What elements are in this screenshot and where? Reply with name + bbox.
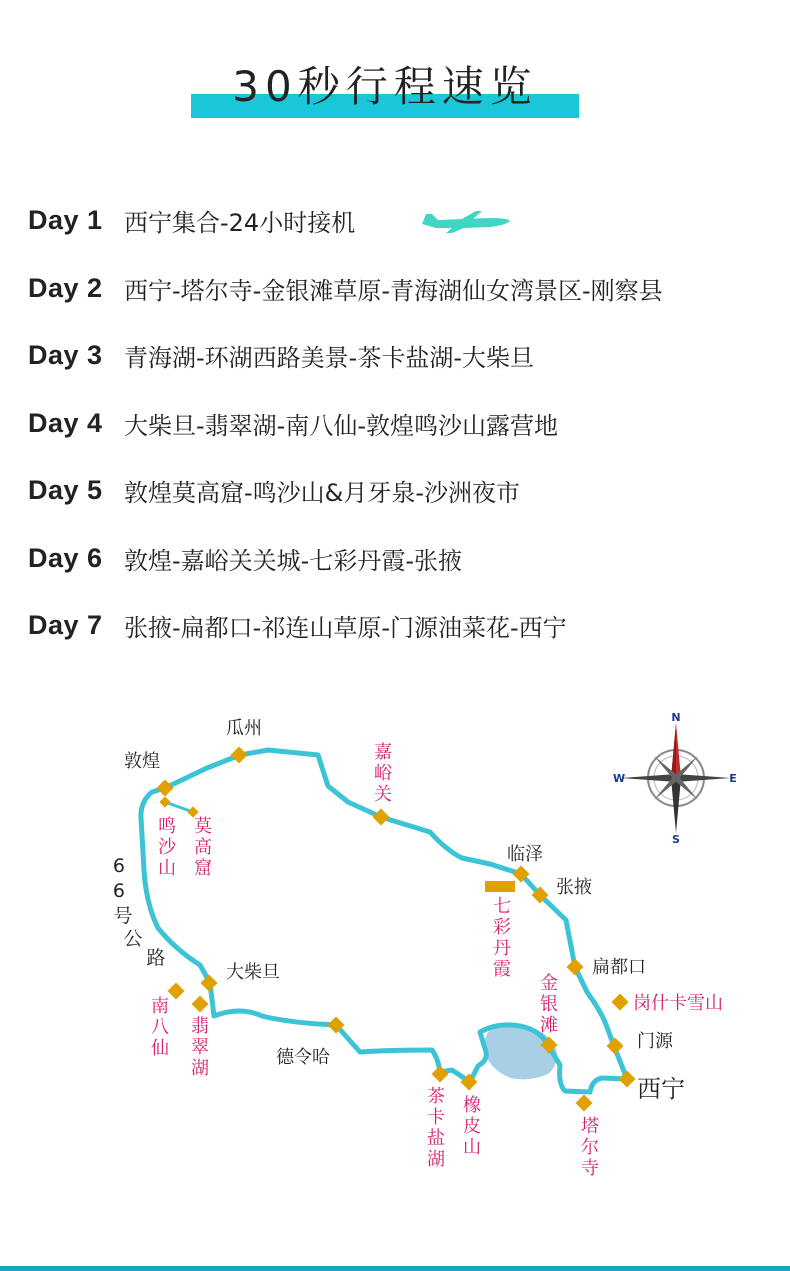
- road66-char: 号: [113, 905, 133, 927]
- day-label: Day 2: [28, 272, 103, 303]
- label-gangshenka: 岗什卡雪山: [633, 993, 723, 1014]
- label-qicaidanxia: 七彩丹霞: [493, 896, 511, 980]
- day-row-6: [28, 538, 462, 578]
- day-route: 张掖-扁都口-祁连山草原-门源油菜花-西宁: [124, 613, 567, 642]
- compass-s: S: [672, 833, 680, 846]
- label-mogaoku: 莫高窟: [194, 816, 212, 879]
- label-xining: 西宁: [637, 1075, 685, 1103]
- label-jinyintan: 金银滩: [540, 973, 558, 1036]
- day-route: 西宁集合-24小时接机: [124, 208, 356, 237]
- day-row-5: [28, 470, 520, 510]
- marker-taersi: [576, 1095, 593, 1112]
- label-dachaidan: 大柴旦: [226, 962, 280, 983]
- compass-w: W: [612, 772, 626, 785]
- label-nanbaxian: 南八仙: [151, 996, 169, 1059]
- day-label: Day 3: [28, 339, 103, 370]
- label-dunhuang: 敦煌: [124, 751, 160, 772]
- day-route: 敦煌莫高窟-鸣沙山&月牙泉-沙洲夜市: [124, 478, 521, 507]
- day-row-7: [28, 605, 567, 645]
- marker-jiayuguan: [373, 809, 390, 826]
- day-row-3: [28, 335, 534, 375]
- day-label: Day 4: [28, 407, 103, 438]
- day-label: Day 5: [28, 474, 103, 505]
- highlight-labels: [151, 742, 599, 1179]
- road66-char: 路: [146, 947, 166, 969]
- day-row-2: [28, 268, 663, 308]
- route-map: [0, 700, 790, 1200]
- label-delingha: 德令哈: [276, 1047, 330, 1068]
- compass-e: E: [729, 772, 737, 785]
- marker-feicuihu: [192, 996, 209, 1013]
- compass-icon: [613, 711, 737, 846]
- day-route: 大柴旦-翡翠湖-南八仙-敦煌鸣沙山露营地: [124, 411, 558, 440]
- label-linze: 临泽: [507, 844, 543, 865]
- compass-n: N: [671, 711, 681, 724]
- road66-char: 6: [112, 855, 126, 877]
- marker-nanbaxian: [168, 983, 185, 1000]
- day-label: Day 1: [28, 204, 103, 235]
- marker-biandukou: [567, 959, 584, 976]
- marker-menyuan: [607, 1038, 624, 1055]
- label-menyuan: 门源: [637, 1031, 673, 1052]
- label-biandukou: 扁都口: [592, 957, 646, 978]
- marker-gangshenka: [612, 994, 629, 1011]
- marker-qicaidanxia: [485, 881, 515, 892]
- label-xiangpishan: 橡皮山: [463, 1095, 481, 1158]
- label-mingshashan: 鸣沙山: [158, 816, 176, 879]
- day-label: Day 6: [28, 542, 103, 573]
- label-chakayanhu: 茶卡盐湖: [427, 1086, 445, 1170]
- marker-xining: [619, 1071, 636, 1088]
- label-feicuihu: 翡翠湖: [191, 1016, 209, 1079]
- day-route: 敦煌-嘉峪关关城-七彩丹霞-张掖: [124, 546, 462, 575]
- day-label: Day 7: [28, 609, 103, 640]
- day-row-4: [28, 403, 558, 443]
- bottom-divider: [0, 1266, 790, 1271]
- label-zhangye: 张掖: [556, 877, 592, 898]
- road66-char: 6: [112, 880, 126, 902]
- label-jiayuguan: 嘉峪关: [374, 742, 392, 805]
- marker-dunhuang: [157, 780, 174, 797]
- road66-char: 公: [123, 928, 143, 950]
- marker-chakayanhu: [432, 1066, 449, 1083]
- day-route: 西宁-塔尔寺-金银滩草原-青海湖仙女湾景区-刚察县: [124, 276, 663, 305]
- label-taersi: 塔尔寺: [581, 1116, 599, 1179]
- day-route: 青海湖-环湖西路美景-茶卡盐湖-大柴旦: [124, 343, 534, 372]
- marker-mingshashan: [159, 796, 170, 807]
- airplane-icon: [420, 206, 512, 234]
- route-spur: [165, 802, 193, 812]
- label-guazhou: 瓜州: [226, 718, 262, 739]
- page-title: 30秒行程速览: [232, 62, 538, 111]
- day-row-1: [28, 200, 355, 240]
- title-block: [191, 58, 579, 120]
- marker-dachaidan: [201, 975, 218, 992]
- marker-guazhou: [231, 747, 248, 764]
